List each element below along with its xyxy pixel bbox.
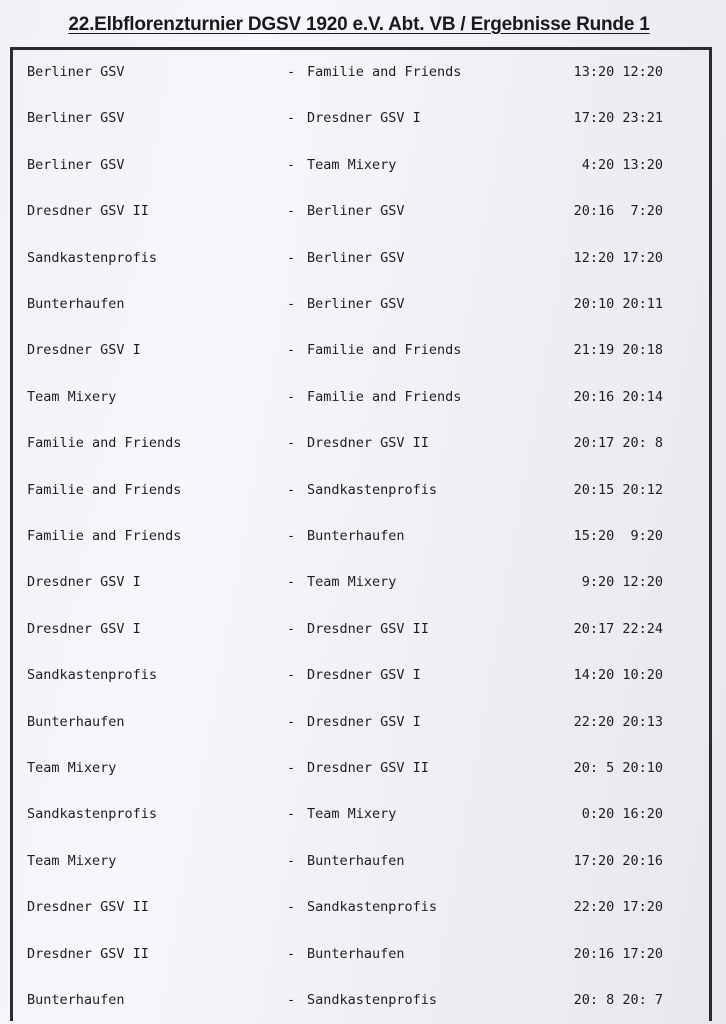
match-row <box>0 806 726 830</box>
match-row <box>0 853 726 877</box>
home-team: Bunterhaufen <box>27 296 125 312</box>
match-score: 22:20 17:20 <box>573 899 663 916</box>
home-team: Sandkastenprofis <box>27 667 158 684</box>
match-score: 20:16 20:14 <box>573 388 663 405</box>
match-score: 22:20 20:13 <box>573 713 663 730</box>
match-score: 20:16 7:20 <box>573 203 663 220</box>
versus-dash: - <box>287 156 296 173</box>
match-score: 20:17 20: 8 <box>573 435 663 452</box>
away-team: Sandkastenprofis <box>307 899 438 916</box>
versus-dash: - <box>287 992 296 1008</box>
home-team: Sandkastenprofis <box>27 806 158 823</box>
home-team: Familie and Friends <box>27 481 182 498</box>
versus-dash: - <box>287 296 296 312</box>
away-team: Berliner GSV <box>307 296 405 312</box>
match-row <box>0 667 726 691</box>
match-score: 17:20 20:16 <box>573 852 663 869</box>
versus-dash: - <box>287 64 296 80</box>
match-row <box>0 621 726 645</box>
match-score: 0:20 16:20 <box>581 806 663 823</box>
away-team: Bunterhaufen <box>307 945 405 962</box>
away-team: Team Mixery <box>307 574 397 591</box>
versus-dash: - <box>287 528 296 544</box>
home-team: Familie and Friends <box>27 528 182 544</box>
versus-dash: - <box>287 249 296 266</box>
away-team: Bunterhaufen <box>307 528 405 544</box>
versus-dash: - <box>287 899 296 916</box>
away-team: Familie and Friends <box>307 342 462 359</box>
page-title: 22.Elbflorenzturnier DGSV 1920 e.V. Abt. VB / Ergebnisse Runde 1 <box>68 14 650 35</box>
versus-dash: - <box>287 945 296 962</box>
versus-dash: - <box>287 806 296 823</box>
versus-dash: - <box>287 667 296 684</box>
away-team: Dresdner GSV I <box>307 667 421 684</box>
home-team: Bunterhaufen <box>27 713 125 730</box>
away-team: Dresdner GSV II <box>307 620 429 637</box>
match-row <box>0 389 726 413</box>
match-score: 14:20 10:20 <box>573 667 663 684</box>
match-score: 20:15 20:12 <box>573 481 663 498</box>
versus-dash: - <box>287 110 296 127</box>
versus-dash: - <box>287 852 296 869</box>
match-row <box>0 110 726 134</box>
match-score: 20: 8 20: 7 <box>573 992 663 1008</box>
away-team: Dresdner GSV I <box>307 713 421 730</box>
match-row <box>0 296 726 320</box>
home-team: Bunterhaufen <box>27 992 125 1008</box>
match-row <box>0 203 726 227</box>
match-score: 17:20 23:21 <box>573 110 663 127</box>
away-team: Familie and Friends <box>307 388 462 405</box>
home-team: Dresdner GSV II <box>27 945 149 962</box>
match-score: 15:20 9:20 <box>573 528 663 544</box>
versus-dash: - <box>287 713 296 730</box>
versus-dash: - <box>287 760 296 776</box>
match-row <box>0 435 726 459</box>
versus-dash: - <box>287 620 296 637</box>
versus-dash: - <box>287 203 296 220</box>
versus-dash: - <box>287 342 296 359</box>
match-row <box>0 157 726 181</box>
match-score: 13:20 12:20 <box>573 64 663 80</box>
away-team: Familie and Friends <box>307 64 462 80</box>
home-team: Dresdner GSV I <box>27 620 141 637</box>
home-team: Sandkastenprofis <box>27 249 158 266</box>
home-team: Berliner GSV <box>27 156 125 173</box>
versus-dash: - <box>287 574 296 591</box>
home-team: Berliner GSV <box>27 64 125 80</box>
match-score: 12:20 17:20 <box>573 249 663 266</box>
match-row <box>0 342 726 366</box>
match-row <box>0 760 726 784</box>
away-team: Dresdner GSV II <box>307 435 429 452</box>
away-team: Berliner GSV <box>307 203 405 220</box>
versus-dash: - <box>287 435 296 452</box>
match-score: 20: 5 20:10 <box>573 760 663 776</box>
home-team: Dresdner GSV I <box>27 342 141 359</box>
away-team: Sandkastenprofis <box>307 992 438 1008</box>
away-team: Team Mixery <box>307 156 397 173</box>
home-team: Dresdner GSV I <box>27 574 141 591</box>
match-score: 20:10 20:11 <box>573 296 663 312</box>
away-team: Sandkastenprofis <box>307 481 438 498</box>
away-team: Team Mixery <box>307 806 397 823</box>
match-score: 9:20 12:20 <box>581 574 663 591</box>
home-team: Team Mixery <box>27 852 117 869</box>
away-team: Berliner GSV <box>307 249 405 266</box>
match-row <box>0 574 726 598</box>
match-score: 21:19 20:18 <box>573 342 663 359</box>
home-team: Dresdner GSV II <box>27 899 149 916</box>
match-row <box>0 528 726 552</box>
home-team: Familie and Friends <box>27 435 182 452</box>
match-row <box>0 250 726 274</box>
match-row <box>0 64 726 88</box>
match-row <box>0 714 726 738</box>
versus-dash: - <box>287 388 296 405</box>
match-row <box>0 946 726 970</box>
match-row <box>0 992 726 1016</box>
home-team: Team Mixery <box>27 388 117 405</box>
match-score: 20:17 22:24 <box>573 620 663 637</box>
away-team: Dresdner GSV II <box>307 760 429 776</box>
versus-dash: - <box>287 481 296 498</box>
match-row <box>0 899 726 923</box>
match-score: 4:20 13:20 <box>581 156 663 173</box>
home-team: Team Mixery <box>27 760 117 776</box>
home-team: Dresdner GSV II <box>27 203 149 220</box>
match-score: 20:16 17:20 <box>573 945 663 962</box>
away-team: Bunterhaufen <box>307 852 405 869</box>
away-team: Dresdner GSV I <box>307 110 421 127</box>
match-row <box>0 482 726 506</box>
home-team: Berliner GSV <box>27 110 125 127</box>
